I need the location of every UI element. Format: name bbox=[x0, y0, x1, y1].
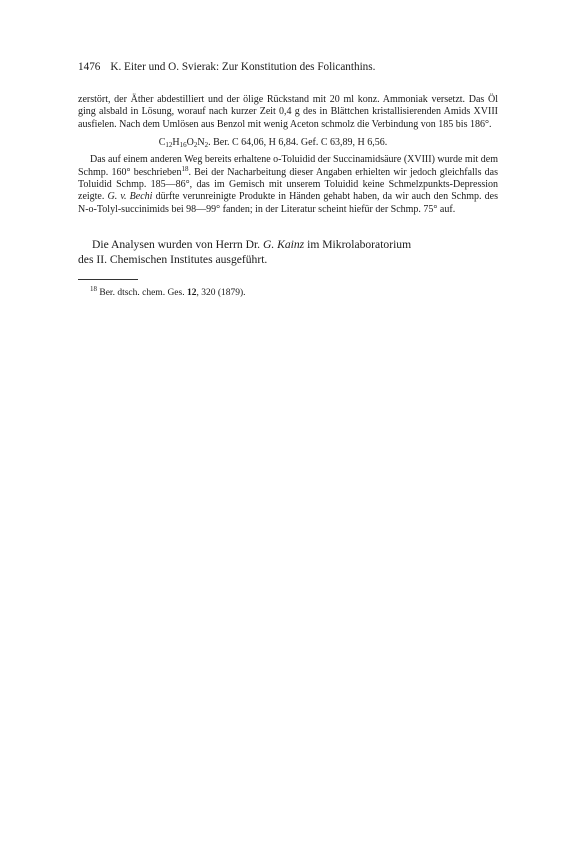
body-paragraph-2 bbox=[78, 154, 498, 216]
formula-h-count: 16 bbox=[179, 141, 187, 150]
page-number: 1476 bbox=[78, 61, 101, 73]
body-paragraph-1: zerstört, der Äther abdestilliert und der ölige Rückstand mit 20 ml konz. Ammoniak versetzt. Das Öl ging alsbald in Lösung, worauf nach kurzer Zeit 0,4 g des in Blättchen kristallisierenden Amids XVIII ausfielen. Nach dem Umlösen aus Benzol mit wenig Aceton schmolz die Verbindung von 185 bis 186°. bbox=[78, 94, 498, 130]
footnote-text: Ber. dtsch. chem. Ges. bbox=[97, 287, 187, 298]
footnote-reference: 18 bbox=[181, 164, 189, 173]
formula-o: O bbox=[186, 137, 194, 149]
acknowledgment bbox=[78, 238, 498, 267]
footnote-number: 18 bbox=[90, 284, 97, 293]
page bbox=[78, 60, 498, 299]
formula-o-count: 2 bbox=[193, 141, 198, 150]
formula-h: H bbox=[172, 137, 180, 149]
acknowledgment-part-2: im Mikrolaboratorium bbox=[304, 238, 412, 252]
footnote bbox=[90, 284, 498, 299]
paragraph-2-part-2: . Bei der Nacharbeitung dieser Angaben erhielten wir jedoch gleichfalls das Toluidid Schmp. 185—86°, das im Gemisch mit unserem Toluidid keine Schmelzpunkts-Depression zeigte. bbox=[78, 166, 499, 203]
footnote-rest: , 320 (1879). bbox=[196, 287, 246, 298]
formula-n-count: 2 bbox=[204, 141, 209, 150]
acknowledged-person: G. Kainz bbox=[262, 238, 305, 252]
running-header bbox=[78, 60, 498, 74]
paragraph-2-part-1: Das auf einem anderen Weg bereits erhaltene o-Toluidid der Succinamidsäure (XVIII) wurde mit dem Schmp. 160° beschrieben bbox=[78, 154, 498, 178]
elemental-analysis-formula bbox=[78, 136, 498, 149]
formula-c: C bbox=[158, 137, 166, 149]
formula-c-count: 12 bbox=[165, 141, 173, 150]
footnote-volume: 12 bbox=[186, 287, 197, 298]
cited-author: G. v. Bechi bbox=[107, 191, 153, 203]
footnote-divider bbox=[78, 279, 138, 280]
formula-analysis: . Ber. C 64,06, H 6,84. Gef. C 63,89, H 6,56. bbox=[208, 137, 388, 149]
paragraph-2-part-3: dürfte verunreinigte Produkte in Händen gehabt haben, da wir auch den Schmp. des N-o-Tolyl-succinimids bei 98—99° fanden; in der Literatur scheint hiefür der Schmp. 75° auf. bbox=[78, 191, 498, 215]
running-title: K. Eiter und O. Svierak: Zur Konstitution des Folicanthins. bbox=[110, 61, 376, 73]
acknowledgment-part-3: des II. Chemischen Institutes ausgeführt. bbox=[78, 252, 268, 266]
formula-n: N bbox=[197, 137, 205, 149]
acknowledgment-part-1: Die Analysen wurden von Herrn Dr. bbox=[92, 238, 263, 252]
